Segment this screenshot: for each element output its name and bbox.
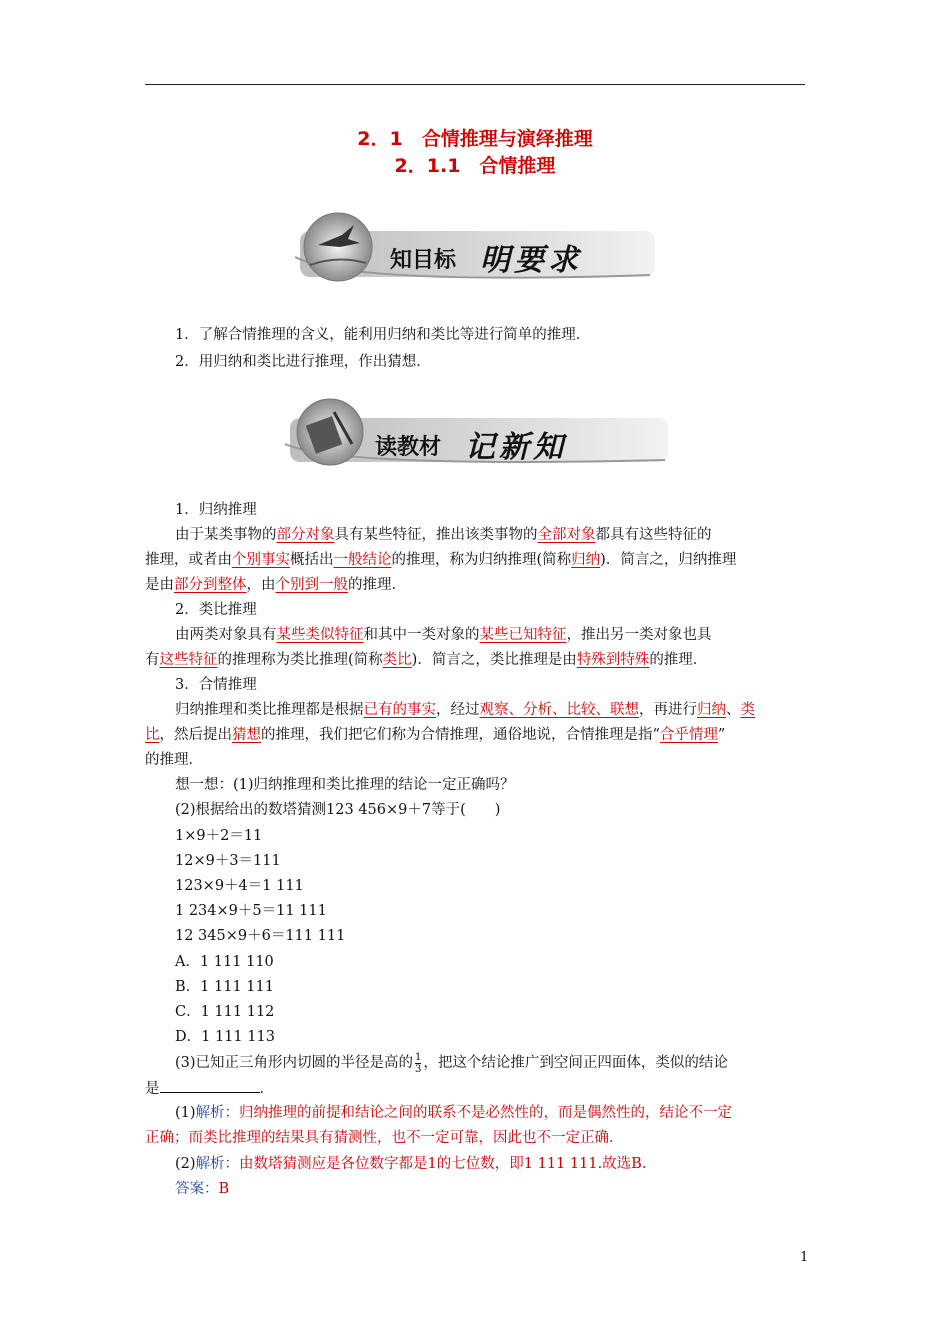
equation-row: 12 345×9＋6＝111 111: [175, 928, 346, 944]
equation-row: 123×9＋4＝1 111: [175, 878, 304, 894]
think-q1: 想一想：(1)归纳推理和类比推理的结论一定正确吗？: [175, 777, 515, 793]
goal-1: 1．了解合情推理的含义，能利用归纳和类比等进行简单的推理．: [175, 327, 591, 343]
answer1-line1: (1)解析：归纳推理的前提和结论之间的联系不是必然性的，而是偶然性的，结论不一定: [175, 1105, 733, 1121]
think-q3-line1: (3)已知正三角形内切圆的半径是高的 $\frac{1}{3}$ ，把这个结论推广到空间正四面体，类似的结论: [175, 1051, 728, 1075]
answer1-line2: 正确；而类比推理的结果具有猜测性，也不一定可靠，因此也不一定正确．: [145, 1130, 624, 1146]
section1-heading: 1．归纳推理: [175, 502, 257, 518]
option-c: C．1 111 112: [175, 1004, 275, 1020]
answer-final: 答案：B: [175, 1181, 230, 1197]
section1-line1: 由于某类事物的部分对象具有某些特征，推出该类事物的全部对象都具有这些特征的: [175, 527, 712, 543]
option-b: B．1 111 111: [175, 979, 274, 995]
section1-line2: 推理，或者由个别事实概括出一般结论的推理，称为归纳推理(简称归纳)．简言之，归纳推理: [145, 552, 737, 568]
banner-study-small: 读教材: [375, 435, 442, 460]
banner-goals-small: 知目标: [390, 248, 457, 273]
banner-goals: [290, 205, 660, 285]
fraction-one-third: $\frac{1}{3}$: [415, 1051, 422, 1075]
think-q3-line2: 是 ．: [145, 1076, 805, 1102]
section1-line3: 是由部分到整体，由个别到一般的推理．: [145, 577, 406, 593]
answer-blank: [160, 1076, 260, 1093]
think-q2: (2)根据给出的数塔猜测123 456×9＋7等于( ): [175, 802, 501, 818]
section2-line1: 由两类对象具有某些类似特征和其中一类对象的某些已知特征，推出另一类对象也具: [175, 627, 712, 643]
page-number: 1: [800, 1250, 809, 1265]
equation-row: 1 234×9＋5＝11 111: [175, 903, 327, 919]
goal-2: 2．用归纳和类比进行推理，作出猜想．: [175, 354, 431, 370]
equation-row: 12×9＋3＝111: [175, 853, 281, 869]
banner-study: [280, 392, 672, 470]
section3-heading: 3．合情推理: [175, 677, 257, 693]
section2-heading: 2．类比推理: [175, 602, 257, 618]
banner-goals-graphic: [290, 205, 660, 285]
section3-line2: 比，然后提出猜想的推理，我们把它们称为合情推理，通俗地说，合情推理是指“合乎情理”: [145, 727, 726, 743]
answer2-line: (2)解析：由数塔猜测应是各位数字都是1的七位数，即1 111 111.故选B.: [175, 1156, 647, 1172]
banner-goals-large: 明要求: [480, 243, 582, 278]
header-rule: [145, 84, 805, 85]
option-d: D．1 111 113: [175, 1029, 275, 1045]
section3-line1: 归纳推理和类比推理都是根据已有的事实，经过观察、分析、比较、联想，再进行归纳、类: [175, 702, 755, 718]
option-a: A．1 111 110: [175, 954, 274, 970]
page-title: 2．1 合情推理与演绎推理: [357, 128, 593, 150]
section2-line2: 有这些特征的推理称为类比推理(简称类比)．简言之，类比推理是由特殊到特殊的推理．: [145, 652, 708, 668]
section3-line3: 的推理．: [145, 752, 203, 768]
banner-study-large: 记新知: [465, 430, 567, 465]
page-subtitle: 2．1.1 合情推理: [394, 155, 556, 177]
equation-row: 1×9＋2＝11: [175, 828, 263, 844]
